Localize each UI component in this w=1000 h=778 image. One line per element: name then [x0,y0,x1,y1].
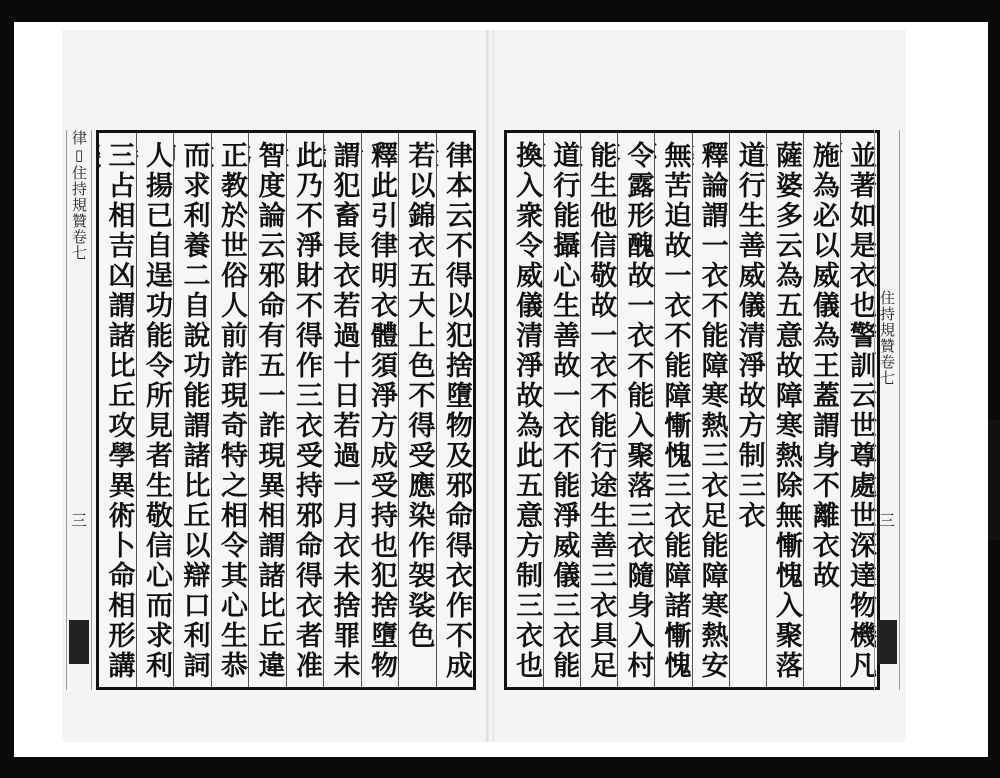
right-fishtail-mark [877,620,897,664]
left-page [62,30,488,742]
left-text-block [96,130,476,690]
left-column-2: 若以錦衣五大上色不得受應染作袈裟色 [398,133,436,687]
left-page-margin [66,130,92,690]
right-column-1: 並著如是衣也警訓云世尊處世深達物機凡 [840,133,877,687]
right-column-2: 施為必以威儀為王蓋謂身不離衣故 [803,133,840,687]
scan-border-bottom [0,757,1000,778]
right-page [494,30,906,742]
right-text-block [504,130,880,690]
left-column-6: 智度論云邪命有五一詐現異相謂諸比丘違 [248,133,286,687]
right-page-margin [874,130,900,690]
scan-border-right [988,0,1000,778]
right-column-3: 薩婆多云為五意故障寒熱除無慚愧入聚落 [766,133,803,687]
scan-border-top [0,0,1000,22]
right-column-9: 道行能攝心生善故一衣不能淨威儀三衣能 [543,133,580,687]
left-column-1: 律本云不得以犯捨墮物及邪命得衣作不成 [436,133,474,687]
left-margin-title: 律▯住持規贊卷七 [70,130,88,261]
right-margin-title: 住持規贊卷七 [878,290,896,386]
left-column-9: 人揚已自逞功能令所見者生敬信心而求利 [136,133,174,687]
right-column-10: 換入衆令威儀清淨故為此五意方制三衣也 [511,141,543,681]
open-book [62,30,906,742]
left-fishtail-mark [69,620,89,664]
left-page-number: 三 [70,511,87,530]
right-column-4: 道行生善威儀清淨故方制三衣 [729,133,766,687]
scan-edge-mark [988,420,1000,540]
right-page-number: 三 [878,511,895,530]
right-column-6: 無苦迫故一衣不能障慚愧三衣能障諸慚愧 [654,133,691,687]
scan-border-left [0,0,14,778]
right-column-8: 能生他信敬故一衣不能行途生善三衣具足 [580,133,617,687]
left-column-8: 而求利養二自說功能謂諸比丘以辯口利詞 [173,133,211,687]
left-column-3: 釋此引律明衣體須淨方成受持也犯捨墮物 [361,133,399,687]
right-column-5: 釋論謂一衣不能障寒熱三衣足能障寒熱安 [692,133,729,687]
left-column-5: 此乃不淨財不得作三衣受持邪命得衣者准 [286,133,324,687]
left-column-7: 正教於世俗人前詐現奇特之相令其心生恭 [211,133,249,687]
right-column-7: 令露形醜故一衣不能入聚落三衣隨身入村 [617,133,654,687]
left-column-10: 三占相吉凶謂諸比丘攻學異術卜命相形講 [103,141,135,681]
left-column-4: 謂犯畜長衣若過十日若過一月衣未捨罪未 [323,133,361,687]
